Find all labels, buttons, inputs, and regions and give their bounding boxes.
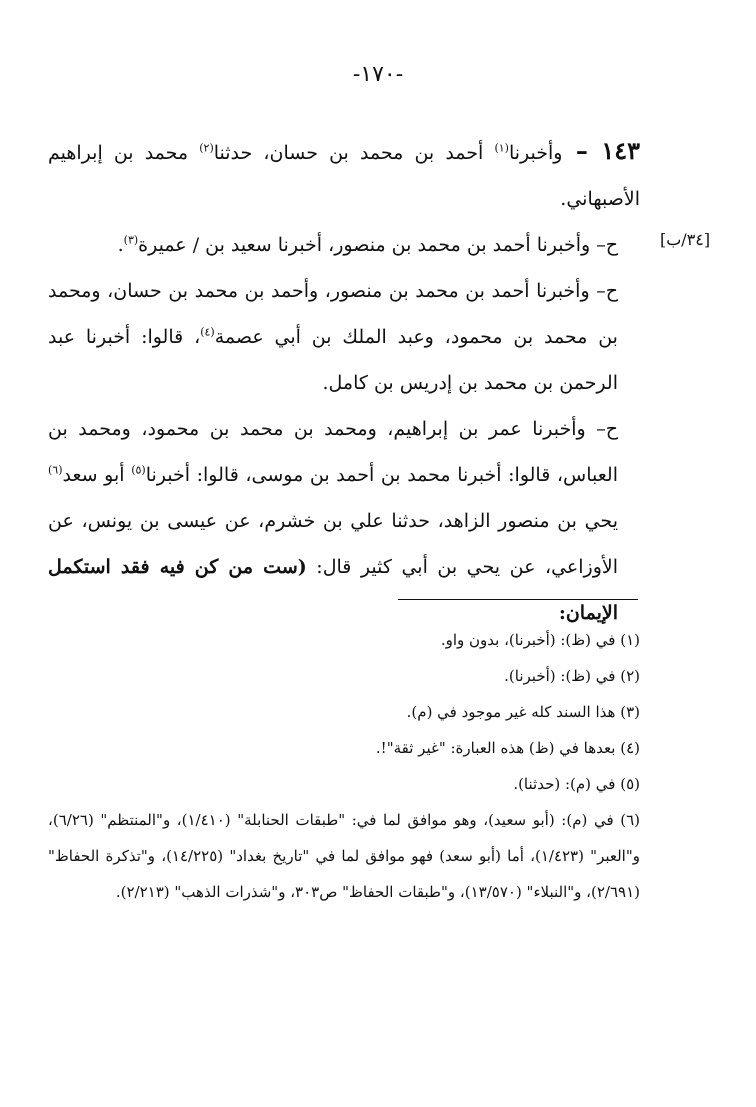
main-text [48, 128, 640, 636]
footnote-marker: (١) [494, 141, 509, 155]
text-segment: ح– وأخبرنا عمر بن إبراهيم، ومحمد بن محمد بن محمود، ومحمد بن العباس، قالوا: أخبرنا محمد بن أحمد بن موسى، قالوا: أخبرنا [48, 418, 618, 486]
footnote: (٥) في (م): (حدثنا). [513, 775, 640, 793]
text-segment: ح– وأخبرنا أحمد بن محمد بن منصور، أخبرنا سعيد بن / عميرة [138, 234, 618, 256]
footnote-marker: (٢) [199, 141, 214, 155]
footnote-marker: (٣) [123, 233, 139, 247]
text-segment: يحي بن منصور الزاهد، حدثنا علي بن خشرم، عن عيسى بن يونس، عن الأوزاعي، عن يحي بن أبي كثير قال: [48, 510, 619, 578]
text-segment: أبو سعد [62, 464, 132, 486]
footnote-marker: (٤) [200, 325, 215, 339]
text-segment: أحمد بن محمد بن حسان، حدثنا [213, 142, 495, 164]
footnote: (٤) بعدها في (ظ) هذه العبارة: "غير ثقة"!. [375, 739, 640, 757]
text-segment: محمد بن إبراهيم الأصبهاني. [48, 142, 640, 210]
hadith-number: ١٤٣ [601, 136, 640, 165]
text-segment: ح– وأخبرنا أحمد بن محمد بن منصور، وأحمد بن محمد بن حسان، ومحمد بن محمد بن محمود، وعبد الملك بن أبي عصمة [48, 280, 618, 348]
footnote-marker: (٦) [48, 463, 63, 477]
page-number: -١٧٠- [352, 62, 404, 87]
margin-folio-reference: [٣٤/ب] [660, 230, 711, 249]
isnad-paragraph [48, 222, 640, 268]
footnotes [48, 622, 640, 910]
footnote-marker: (٥) [131, 463, 146, 477]
footnote: (٣) هذا السند كله غير موجود في (م). [406, 703, 640, 721]
isnad-paragraph [48, 268, 640, 406]
footnote-separator [398, 599, 638, 600]
footnote: (٢) في (ظ): (أخبرنا). [504, 667, 640, 685]
footnote: (٦) في (م): (أبو سعيد)، وهو موافق لما في: "طبقات الحنابلة" (١/٤١٠)، و"المنتظم" (٦/٢٦)، و"العبر" (١/٤٢٣)، أما (أبو سعد) فهو موافق لما في "تاريخ بغداد" (١٤/٢٢٥)، و"تذكرة الحفاظ" (٢/٦٩١)، و"النبلاء" (١٣/٥٧٠)، و"طبقات الحفاظ" ص٣٠٣، و"شذرات الذهب" (٢/٢١٣). [48, 811, 640, 901]
text-segment: وأخبرنا [508, 142, 563, 164]
text-segment: . [117, 234, 124, 256]
hadith-dash: – [562, 136, 602, 165]
text-segment: ، قالوا: أخبرنا عبد الرحمن بن محمد بن إدريس بن كامل. [48, 326, 618, 394]
isnad-paragraph [48, 406, 640, 636]
hadith-matn: (ست من كن فيه فقد استكمل الإيمان: [48, 556, 618, 624]
footnote: (١) في (ظ): (أخبرنا)، بدون واو. [440, 631, 640, 649]
hadith-paragraph-143 [48, 128, 640, 222]
